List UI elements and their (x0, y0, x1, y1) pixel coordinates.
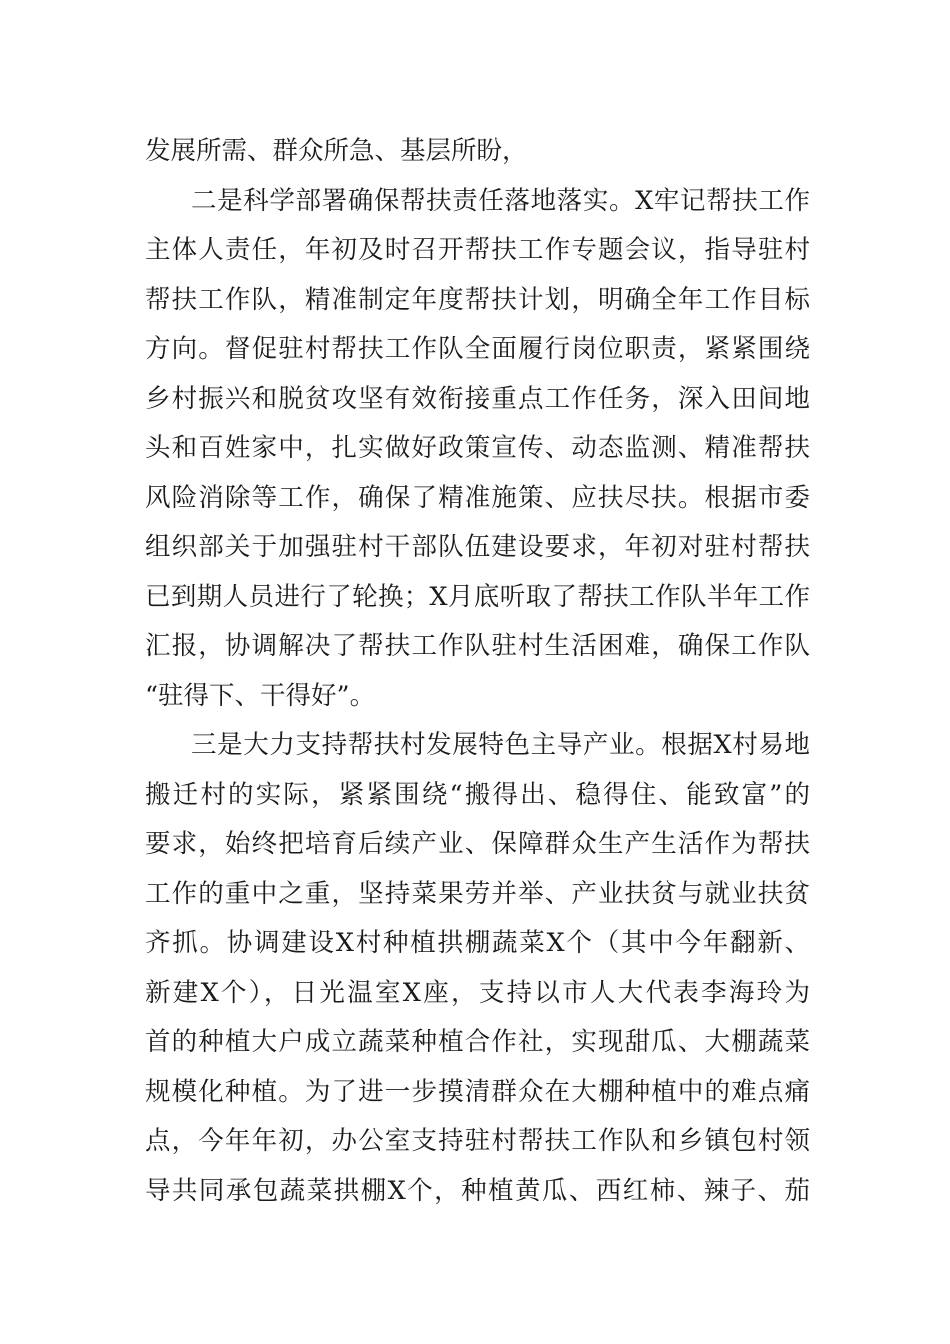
text-line: 组织部关于加强驻村干部队伍建设要求，年初对驻村帮扶 (145, 532, 810, 562)
text-line: 搬迁村的实际，紧紧围绕“搬得出、稳得住、能致富”的 (145, 779, 810, 810)
document-body (145, 127, 810, 1216)
paragraph-3 (145, 721, 810, 1216)
text-line: 齐抓。协调建设X村种植拱棚蔬菜X个（其中今年翻新、 (145, 928, 810, 958)
text-line: “驻得下、干得好”。 (145, 680, 376, 711)
text-line: 工作的重中之重，坚持菜果劳并举、产业扶贫与就业扶贫 (145, 878, 810, 909)
text-line: 已到期人员进行了轮换；X月底听取了帮扶工作队半年工作 (145, 581, 810, 612)
text-line: 首的种植大户成立蔬菜种植合作社，实现甜瓜、大棚蔬菜 (145, 1027, 810, 1057)
paragraph-2 (145, 177, 810, 722)
text-line: 风险消除等工作，确保了精准施策、应扶尽扶。根据市委 (145, 482, 810, 513)
text-line: 点，今年年初，办公室支持驻村帮扶工作队和乡镇包村领 (145, 1126, 810, 1156)
text-line: 头和百姓家中，扎实做好政策宣传、动态监测、精准帮扶 (145, 433, 810, 463)
text-line: 新建X个），日光温室X座，支持以市人大代表李海玲为 (145, 977, 810, 1008)
text-line: 帮扶工作队，精准制定年度帮扶计划，明确全年工作目标 (145, 284, 810, 315)
text-line: 三是大力支持帮扶村发展特色主导产业。根据X村易地 (191, 730, 810, 760)
text-line: 方向。督促驻村帮扶工作队全面履行岗位职责，紧紧围绕 (145, 334, 810, 364)
paragraph-1 (145, 127, 810, 177)
text-line: 导共同承包蔬菜拱棚X个，种植黄瓜、西红柿、辣子、茄 (145, 1175, 810, 1206)
text-line: 汇报，协调解决了帮扶工作队驻村生活困难，确保工作队 (145, 631, 810, 661)
text-line: 要求，始终把培育后续产业、保障群众生产生活作为帮扶 (145, 829, 810, 859)
text-line: 发展所需、群众所急、基层所盼， (145, 136, 528, 166)
text-line: 规模化种植。为了进一步摸清群众在大棚种植中的难点痛 (145, 1076, 810, 1107)
text-line: 主体人责任，年初及时召开帮扶工作专题会议，指导驻村 (145, 235, 810, 265)
text-line: 乡村振兴和脱贫攻坚有效衔接重点工作任务，深入田间地 (145, 383, 810, 414)
text-line: 二是科学部署确保帮扶责任落地落实。X牢记帮扶工作 (191, 185, 810, 216)
